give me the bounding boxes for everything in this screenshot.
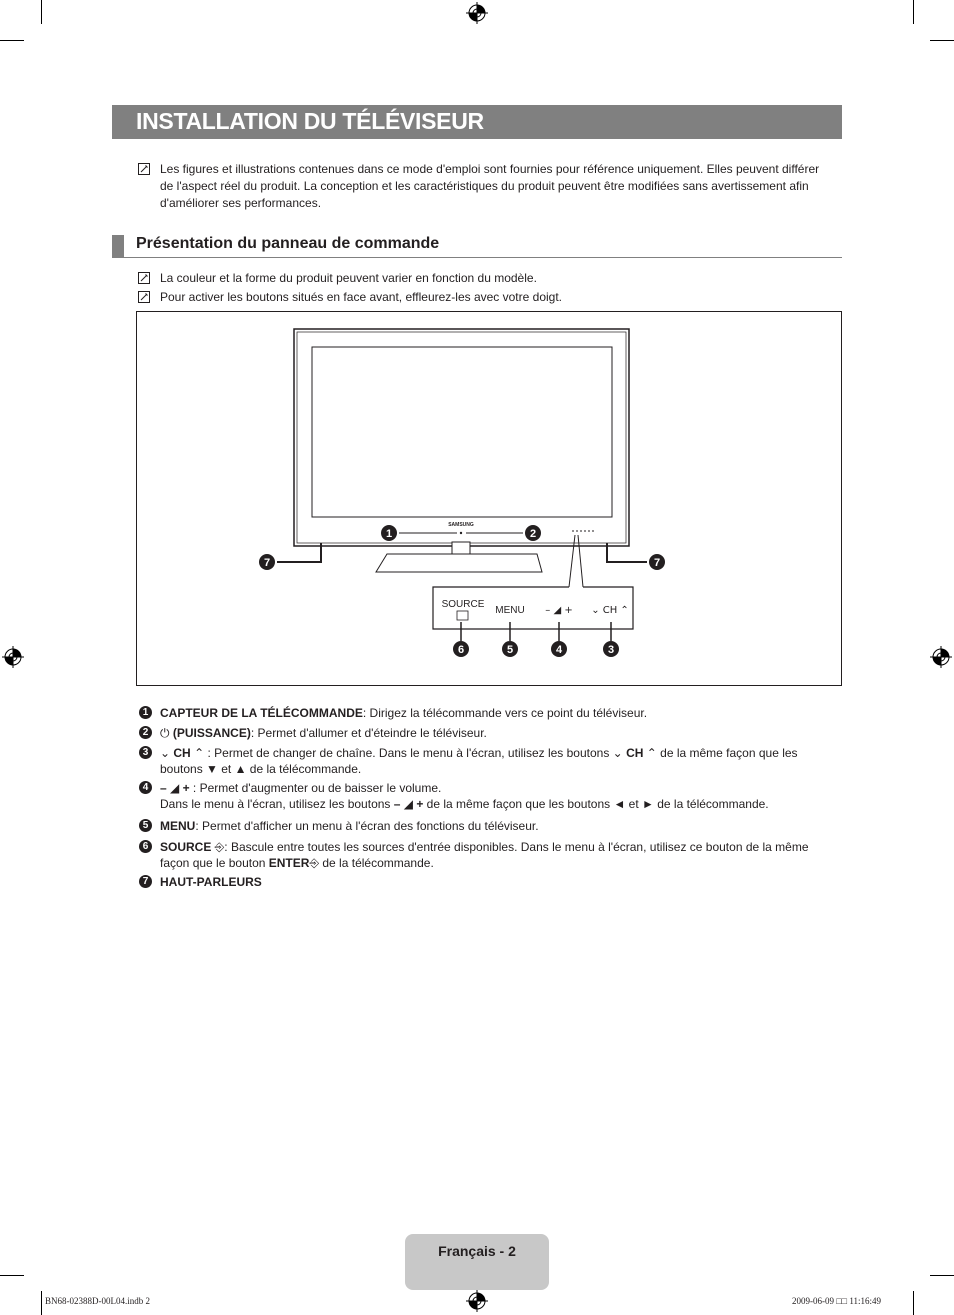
item-label: SOURCE — [160, 840, 212, 854]
item-number: 1 — [139, 706, 152, 719]
item-text: façon que le bouton — [160, 856, 266, 870]
callout-3: 3 — [607, 644, 615, 656]
registration-mark-top — [466, 2, 488, 24]
item-number: 5 — [139, 819, 152, 832]
item-label: ENTER — [268, 856, 310, 870]
item-speakers — [160, 874, 850, 890]
source-icon: ⎆ — [211, 840, 225, 854]
callout-4: 4 — [555, 644, 563, 656]
section-note: Pour activer les boutons situés en face avant, effleurez-les avec votre doigt. — [160, 290, 562, 304]
item-label: (PUISSANCE) — [172, 726, 251, 740]
item-text: : Permet d'allumer et d'éteindre le téléviseur. — [250, 726, 487, 740]
item-menu — [160, 818, 850, 834]
panel-source-label: SOURCE — [441, 599, 485, 610]
intro-note-line: Les figures et illustrations contenues dans ce mode d'emploi sont fournies pour référence uniquement. Elles peuvent différer — [160, 162, 820, 176]
page-number-tab — [405, 1234, 549, 1290]
item-number: 7 — [139, 875, 152, 888]
item-volume — [160, 780, 850, 812]
page-number: Français - 2 — [438, 1243, 516, 1259]
registration-mark-bottom — [466, 1290, 488, 1312]
item-text: : Permet d'afficher un menu à l'écran des fonctions du téléviseur. — [195, 819, 539, 833]
item-text: : Permet d'augmenter ou de baisser le volume. — [192, 781, 442, 795]
item-text: de la télécommande. — [322, 856, 434, 870]
callout-7-left: 7 — [263, 557, 271, 569]
registration-mark-right — [930, 646, 952, 668]
item-label: MENU — [160, 819, 196, 833]
item-text: de la même façon que les — [660, 746, 798, 760]
item-channel — [160, 745, 850, 777]
note-icon — [138, 291, 150, 303]
item-number: 2 — [139, 726, 152, 739]
tv-brand: SAMSUNG — [448, 522, 474, 528]
item-number: 6 — [139, 840, 152, 853]
chevron-down-icon: ⌄ — [612, 746, 627, 760]
chevron-up-icon: ⌃ — [190, 746, 208, 760]
page-title: INSTALLATION DU TÉLÉVISEUR — [136, 108, 484, 134]
item-text: de la même façon que les boutons ◄ et ► de la télécommande. — [426, 797, 769, 811]
callout-2: 2 — [529, 528, 537, 540]
intro-note — [160, 161, 840, 212]
file-slug: BN68-02388D-00L04.indb 2 — [45, 1296, 150, 1306]
volume-icon: – ◢ + — [390, 797, 427, 811]
section-rule — [112, 257, 842, 258]
item-text: Dans le menu à l'écran, utilisez les boutons — [160, 797, 391, 811]
panel-channel-label: ⌄ CH ⌃ — [591, 605, 629, 616]
item-power — [160, 725, 850, 741]
enter-icon: ⎆ — [309, 856, 323, 870]
callout-6: 6 — [457, 644, 465, 656]
item-source — [160, 839, 850, 871]
intro-note-line: de l'aspect réel du produit. La conception et les caractéristiques du produit peuvent être modifiées sans avertissement afin — [160, 179, 809, 193]
item-number: 3 — [139, 746, 152, 759]
note-icon — [138, 163, 150, 175]
title-bar — [112, 105, 842, 139]
chevron-up-icon: ⌃ — [643, 746, 661, 760]
item-text: : Permet de changer de chaîne. Dans le menu à l'écran, utilisez les boutons — [207, 746, 610, 760]
print-timestamp: 2009-06-09 □□ 11:16:49 — [792, 1296, 882, 1306]
item-text: : Dirigez la télécommande vers ce point du téléviseur. — [362, 706, 648, 720]
callout-1: 1 — [385, 528, 393, 540]
callout-7-right: 7 — [653, 557, 661, 569]
item-label: CAPTEUR DE LA TÉLÉCOMMANDE — [160, 706, 363, 720]
item-label: HAUT-PARLEURS — [160, 875, 262, 889]
tv-diagram — [136, 311, 842, 686]
item-label: CH — [173, 746, 191, 760]
panel-menu-label: MENU — [495, 605, 525, 616]
callout-5: 5 — [506, 644, 514, 656]
registration-mark-left — [2, 646, 24, 668]
item-number: 4 — [139, 781, 152, 794]
tv-illustration — [137, 312, 841, 685]
item-remote-sensor — [160, 705, 850, 721]
chevron-down-icon: ⌄ — [160, 746, 174, 760]
panel-volume-label: – ◢ + — [545, 605, 573, 616]
power-icon: ⏻ — [160, 726, 173, 740]
section-marker — [112, 235, 124, 257]
section-note: La couleur et la forme du produit peuvent varier en fonction du modèle. — [160, 271, 537, 285]
item-text: : Bascule entre toutes les sources d'entrée disponibles. Dans le menu à l'écran, utilisez ce bouton de la même — [224, 840, 809, 854]
item-label: CH — [626, 746, 644, 760]
note-icon — [138, 272, 150, 284]
intro-note-line: d'améliorer ses performances. — [160, 196, 322, 210]
volume-icon: – ◢ + — [160, 781, 193, 795]
item-text: boutons ▼ et ▲ de la télécommande. — [160, 762, 362, 776]
section-title: Présentation du panneau de commande — [136, 235, 440, 252]
